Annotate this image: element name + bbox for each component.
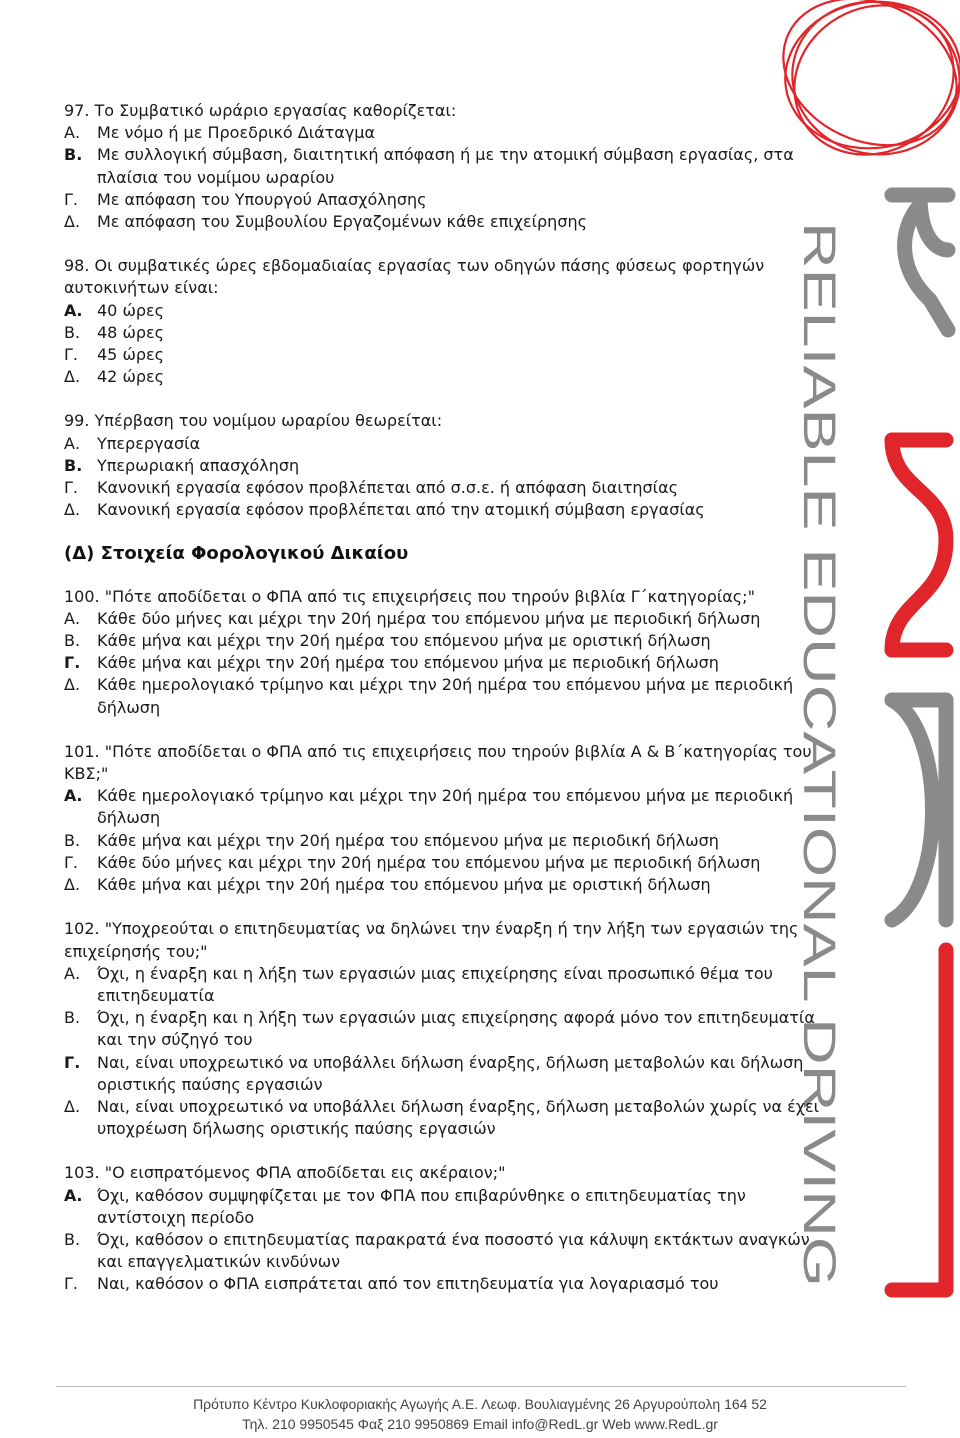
question-block bbox=[64, 100, 824, 233]
question-block bbox=[64, 255, 824, 388]
answer-option bbox=[64, 1273, 824, 1295]
question-text: 97. Το Συμβατικό ωράριο εργασίας καθορίζεται: bbox=[64, 101, 457, 120]
option-letter: Γ. bbox=[64, 1274, 78, 1294]
option-letter: Α. bbox=[64, 1185, 83, 1205]
option-text: Ναι, καθόσον ο ΦΠΑ εισπράτεται από τον επιτηδευματία για λογαριασμό του bbox=[97, 1274, 719, 1294]
option-text: Κάθε μήνα και μέχρι την 20ή ημέρα του επόμενου μήνα με οριστική δήλωση bbox=[97, 631, 711, 651]
page-footer bbox=[0, 1394, 960, 1434]
answer-option bbox=[64, 1096, 824, 1140]
answer-option bbox=[64, 830, 824, 852]
question-list-part-2 bbox=[64, 586, 824, 1296]
option-letter: Α. bbox=[64, 963, 81, 983]
answer-option bbox=[64, 455, 824, 477]
option-letter: Γ. bbox=[64, 1052, 81, 1072]
answer-option bbox=[64, 211, 824, 233]
logo-letter-r bbox=[892, 195, 948, 330]
option-letter: Δ. bbox=[64, 1096, 81, 1116]
answer-option bbox=[64, 1052, 824, 1096]
option-letter: Β. bbox=[64, 455, 83, 475]
answer-option bbox=[64, 874, 824, 896]
question-list-part-1 bbox=[64, 100, 824, 521]
option-text: Κάθε δύο μήνες και μέχρι την 20ή ημέρα του επόμενου μήνα με περιοδική δήλωση bbox=[97, 852, 761, 872]
option-letter: Β. bbox=[64, 631, 81, 651]
answer-option bbox=[64, 963, 824, 1007]
option-letter: Δ. bbox=[64, 367, 81, 387]
option-text: 45 ώρες bbox=[97, 345, 165, 365]
answer-option bbox=[64, 344, 824, 366]
option-text: Κανονική εργασία εφόσον προβλέπεται από την ατομική σύμβαση εργασίας bbox=[97, 500, 705, 520]
option-text: Όχι, καθόσον συμψηφίζεται με τον ΦΠΑ που επιβαρύνθηκε ο επιτηδευματίας την αντίστοιχη περίοδο bbox=[97, 1185, 746, 1227]
question-block bbox=[64, 918, 824, 1140]
option-text: 48 ώρες bbox=[97, 322, 165, 342]
option-letter: Δ. bbox=[64, 875, 81, 895]
option-letter: Α. bbox=[64, 300, 83, 320]
option-letter: Β. bbox=[64, 322, 81, 342]
answer-option bbox=[64, 630, 824, 652]
question-block bbox=[64, 586, 824, 719]
answer-option bbox=[64, 1007, 824, 1051]
option-letter: Γ. bbox=[64, 852, 78, 872]
option-letter: Α. bbox=[64, 123, 81, 143]
question-block bbox=[64, 1162, 824, 1295]
question-text: 98. Οι συμβατικές ώρες εβδομαδιαίας εργασίας των οδηγών πάσης φύσεως φορτηγών αυτοκινήτων είναι: bbox=[64, 256, 765, 298]
option-letter: Δ. bbox=[64, 500, 81, 520]
answer-option bbox=[64, 852, 824, 874]
option-text: Κάθε μήνα και μέχρι την 20ή ημέρα του επόμενου μήνα με περιοδική δήλωση bbox=[97, 653, 719, 673]
option-letter: Β. bbox=[64, 1008, 81, 1028]
logo-tagline: RELIABLE EDUCATIONAL DRIVING bbox=[794, 222, 845, 965]
answer-option bbox=[64, 1229, 824, 1273]
option-letter: Α. bbox=[64, 786, 83, 806]
logo-letter-d bbox=[892, 700, 946, 920]
option-text: Υπερεργασία bbox=[97, 433, 201, 453]
option-letter: Α. bbox=[64, 433, 81, 453]
option-text: Με απόφαση του Υπουργού Απασχόλησης bbox=[97, 189, 427, 209]
option-text: Κάθε μήνα και μέχρι την 20ή ημέρα του επόμενου μήνα με περιοδική δήλωση bbox=[97, 830, 719, 850]
answer-option bbox=[64, 608, 824, 630]
footer-contact: Τηλ. 210 9950545 Φαξ 210 9950869 Email info@RedL.gr Web www.RedL.gr bbox=[242, 1416, 718, 1432]
logo-letter-e bbox=[892, 440, 946, 650]
answer-option bbox=[64, 499, 824, 521]
footer-address: Πρότυπο Κέντρο Κυκλοφοριακής Αγωγής Α.Ε. Λεωφ. Βουλιαγμένης 26 Αργυρούπολη 164 52 bbox=[193, 1396, 767, 1412]
option-letter: Β. bbox=[64, 830, 81, 850]
answer-option bbox=[64, 652, 824, 674]
option-letter: Γ. bbox=[64, 653, 81, 673]
question-text: 101. "Πότε αποδίδεται ο ΦΠΑ από τις επιχειρήσεις που τηρούν βιβλία Α & Β΄κατηγορίας του ΚΒΣ;" bbox=[64, 741, 812, 784]
question-text: 99. Υπέρβαση του νομίμου ωραρίου θεωρείται: bbox=[64, 411, 443, 431]
answer-option bbox=[64, 674, 824, 718]
option-text: Υπερωριακή απασχόληση bbox=[97, 455, 300, 475]
option-letter: Γ. bbox=[64, 345, 78, 365]
option-text: 42 ώρες bbox=[97, 367, 165, 387]
option-letter: Γ. bbox=[64, 478, 78, 498]
exam-document bbox=[64, 100, 824, 1318]
question-text: 100. "Πότε αποδίδεται ο ΦΠΑ από τις επιχειρήσεις που τηρούν βιβλία Γ΄κατηγορίας;" bbox=[64, 586, 755, 606]
logo-letter-l bbox=[892, 950, 946, 1290]
option-text: Κανονική εργασία εφόσον προβλέπεται από σ.σ.ε. ή απόφαση διαιτησίας bbox=[97, 478, 679, 498]
answer-option bbox=[64, 122, 824, 144]
option-text: 40 ώρες bbox=[97, 300, 165, 320]
option-text: Κάθε δύο μήνες και μέχρι την 20ή ημέρα του επόμενου μήνα με περιοδική δήλωση bbox=[97, 608, 761, 628]
question-block bbox=[64, 741, 824, 896]
answer-option bbox=[64, 322, 824, 344]
answer-option bbox=[64, 477, 824, 499]
option-letter: Δ. bbox=[64, 212, 81, 232]
answer-option bbox=[64, 1185, 824, 1229]
option-text: Ναι, είναι υποχρεωτικό να υποβάλλει δήλωση έναρξης, δήλωση μεταβολών και δήλωση οριστικής παύσης εργασιών bbox=[97, 1052, 804, 1094]
question-text: 103. "Ο εισπρατόμενος ΦΠΑ αποδίδεται εις ακέραιον;" bbox=[64, 1163, 506, 1183]
answer-option bbox=[64, 366, 824, 388]
option-letter: Β. bbox=[64, 1229, 81, 1249]
question-block bbox=[64, 410, 824, 521]
answer-option bbox=[64, 300, 824, 322]
option-text: Κάθε ημερολογιακό τρίμηνο και μέχρι την 20ή ημέρα του επόμενου μήνα με περιοδική δήλωση bbox=[97, 786, 794, 828]
option-letter: Α. bbox=[64, 608, 81, 628]
answer-option bbox=[64, 189, 824, 211]
option-text: Όχι, η έναρξη και η λήξη των εργασιών μιας επιχείρησης αφορά μόνο τον επιτηδευματία και την σύζηγό του bbox=[97, 1008, 815, 1050]
option-text: Με συλλογική σύμβαση, διαιτητική απόφαση ή με την ατομική σύμβαση εργασίας, στα πλαίσια του νομίμου ωραρίου bbox=[97, 145, 794, 187]
answer-option bbox=[64, 785, 824, 829]
footer-divider bbox=[56, 1386, 906, 1387]
answer-option bbox=[64, 433, 824, 455]
option-letter: Β. bbox=[64, 145, 83, 165]
option-text: Ναι, είναι υποχρεωτικό να υποβάλλει δήλωση έναρξης, δήλωση μεταβολών χωρίς να έχει υποχρέωση δήλωσης οριστικής παύσης εργασιών bbox=[97, 1096, 820, 1139]
answer-option bbox=[64, 144, 824, 188]
section-title: (Δ) Στοιχεία Φορολογικού Δικαίου bbox=[64, 543, 409, 565]
option-letter: Δ. bbox=[64, 675, 81, 695]
option-letter: Γ. bbox=[64, 189, 78, 209]
option-text: Κάθε μήνα και μέχρι την 20ή ημέρα του επόμενου μήνα με οριστική δήλωση bbox=[97, 875, 711, 895]
option-text: Κάθε ημερολογιακό τρίμηνο και μέχρι την 20ή ημέρα του επόμενου μήνα με περιοδική δήλωση bbox=[97, 675, 794, 717]
option-text: Όχι, η έναρξη και η λήξη των εργασιών μιας επιχείρησης είναι προσωπικό θέμα του επιτηδευματία bbox=[97, 963, 773, 1005]
option-text: Με απόφαση του Συμβουλίου Εργαζομένων κάθε επιχείρησης bbox=[97, 212, 587, 232]
option-text: Με νόμο ή με Προεδρικό Διάταγμα bbox=[97, 123, 376, 143]
question-text: 102. "Υποχρεούται ο επιτηδευματίας να δηλώνει την έναρξη ή την λήξη των εργασιών της επιχείρησής του;" bbox=[64, 919, 799, 961]
option-text: Όχι, καθόσον ο επιτηδευματίας παρακρατά ένα ποσοστό για κάλυψη εκτάκτων αναγκών και επαγγελματικών κινδύνων bbox=[97, 1229, 810, 1272]
